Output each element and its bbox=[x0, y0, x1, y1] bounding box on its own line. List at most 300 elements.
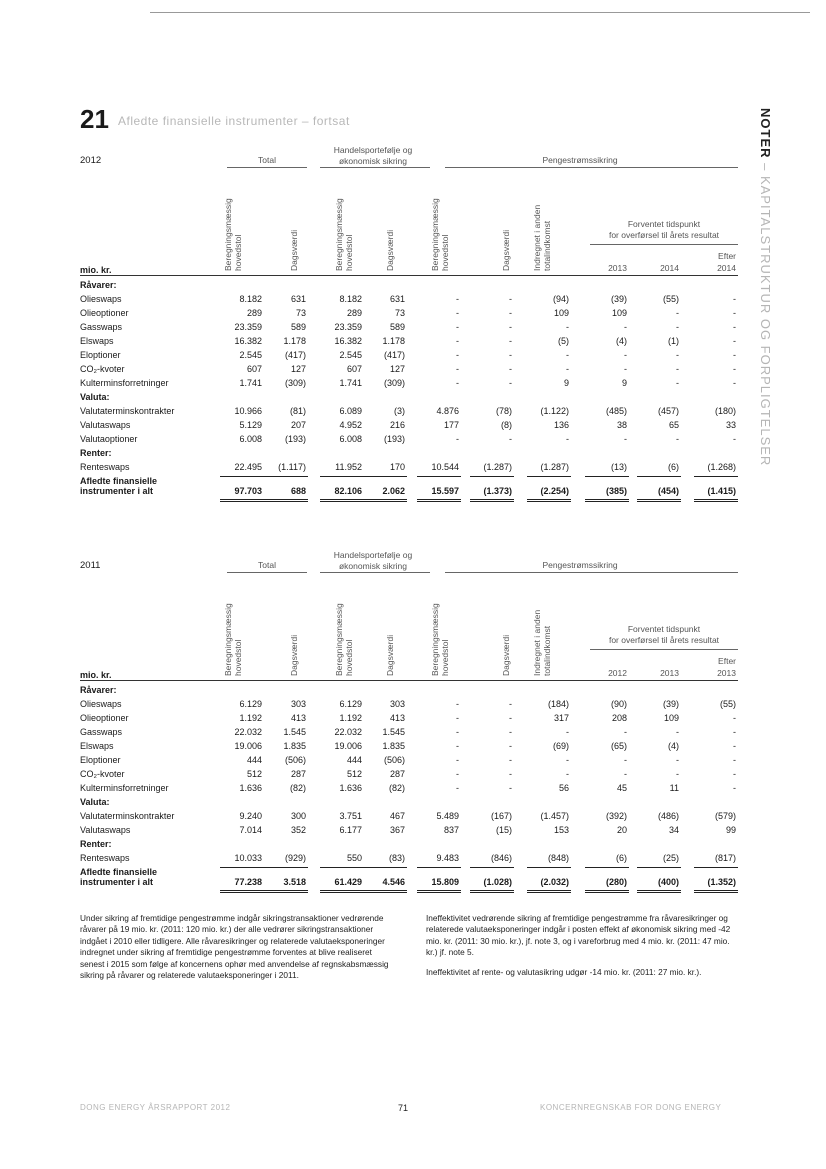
cell-double-rule bbox=[527, 499, 571, 500]
row-label: Eloptioner bbox=[80, 755, 121, 765]
cell-value: 65 bbox=[668, 420, 679, 430]
cell-value: (848) bbox=[547, 853, 569, 863]
cell-value: - bbox=[624, 769, 627, 779]
cell-value: (82) bbox=[289, 783, 306, 793]
table-row bbox=[80, 308, 738, 322]
cell-value: (385) bbox=[605, 486, 627, 496]
cell-value: 1.636 bbox=[239, 783, 262, 793]
cell-value: - bbox=[733, 322, 736, 332]
cell-double-rule bbox=[264, 499, 308, 500]
table-row bbox=[80, 294, 738, 308]
cell-value: - bbox=[733, 294, 736, 304]
cell-value: 20 bbox=[616, 825, 627, 835]
cell-value: (1.373) bbox=[483, 486, 512, 496]
cell-value: - bbox=[624, 755, 627, 765]
cell-value: - bbox=[509, 294, 512, 304]
cell-value: 22.495 bbox=[234, 462, 262, 472]
cell-value: 207 bbox=[290, 420, 306, 430]
column-header-notional: Beregningsmæssig hovedstol bbox=[223, 603, 243, 676]
cell-value: (579) bbox=[714, 811, 736, 821]
cell-value: 4.876 bbox=[436, 406, 459, 416]
after-label: Efter bbox=[718, 656, 736, 666]
cell-value: (309) bbox=[383, 378, 405, 388]
cell-value: (6) bbox=[616, 853, 627, 863]
cell-value: (309) bbox=[284, 378, 306, 388]
cell-value: (2.254) bbox=[540, 486, 569, 496]
table-row bbox=[80, 406, 738, 420]
cell-value: - bbox=[456, 769, 459, 779]
cell-value: - bbox=[509, 755, 512, 765]
table-row bbox=[80, 336, 738, 350]
cell-value: (82) bbox=[388, 783, 405, 793]
cell-value: (400) bbox=[657, 877, 679, 887]
cell-value: - bbox=[509, 308, 512, 318]
cell-value: (193) bbox=[284, 434, 306, 444]
cell-value: - bbox=[733, 336, 736, 346]
table-row bbox=[80, 727, 738, 741]
cell-value: 444 bbox=[246, 755, 262, 765]
side-note-bold: NOTER bbox=[758, 108, 773, 159]
cell-value: - bbox=[676, 378, 679, 388]
row-label: CO₂-kvoter bbox=[80, 769, 125, 779]
year-header-1: 2013 bbox=[660, 668, 679, 678]
row-label: Valuta: bbox=[80, 797, 110, 807]
cell-value: - bbox=[733, 364, 736, 374]
cell-value: 4.546 bbox=[382, 877, 405, 887]
cell-value: 444 bbox=[346, 755, 362, 765]
unit-label: mio. kr. bbox=[80, 265, 112, 275]
cell-value: - bbox=[624, 322, 627, 332]
cell-value: 7.014 bbox=[239, 825, 262, 835]
table-row bbox=[80, 434, 738, 448]
cell-value: 1.636 bbox=[339, 783, 362, 793]
cell-value: (78) bbox=[495, 406, 512, 416]
cell-value: 208 bbox=[611, 713, 627, 723]
cell-double-rule bbox=[527, 892, 571, 893]
cell-value: - bbox=[733, 308, 736, 318]
cell-value: 77.238 bbox=[234, 877, 262, 887]
cell-value: 16.382 bbox=[334, 336, 362, 346]
cell-value: (1.415) bbox=[707, 486, 736, 496]
table-row bbox=[80, 713, 738, 727]
cell-value: - bbox=[624, 434, 627, 444]
cell-value: - bbox=[733, 350, 736, 360]
cell-value: 6.008 bbox=[339, 434, 362, 444]
cell-double-rule bbox=[585, 499, 629, 500]
category-heading bbox=[80, 280, 738, 294]
cell-value: 467 bbox=[389, 811, 405, 821]
cell-value: - bbox=[676, 727, 679, 737]
cell-value: (929) bbox=[284, 853, 306, 863]
cell-value: - bbox=[509, 699, 512, 709]
cell-value: - bbox=[509, 364, 512, 374]
group-cashflow-header: Pengestrømssikring bbox=[542, 560, 618, 570]
cell-value: 97.703 bbox=[234, 486, 262, 496]
column-header-fair-value: Dagsværdi bbox=[501, 634, 511, 676]
group-cashflow-rule bbox=[445, 572, 738, 573]
cell-double-rule bbox=[363, 499, 407, 500]
group-trading-rule bbox=[320, 572, 430, 573]
row-label: Valutaswaps bbox=[80, 420, 131, 430]
category-heading bbox=[80, 392, 738, 406]
cell-double-rule bbox=[363, 890, 407, 891]
cell-value: - bbox=[566, 755, 569, 765]
column-header-fair-value: Dagsværdi bbox=[385, 634, 395, 676]
cell-value: - bbox=[676, 755, 679, 765]
cell-value: 16.382 bbox=[234, 336, 262, 346]
row-label: Afledte finansielle instrumenter i alt bbox=[80, 476, 158, 496]
cell-double-rule bbox=[363, 501, 407, 502]
cell-value: 6.089 bbox=[339, 406, 362, 416]
row-label: Kulterminsforretninger bbox=[80, 783, 169, 793]
row-label: Eloptioner bbox=[80, 350, 121, 360]
year-header-2: 2014 bbox=[717, 263, 736, 273]
column-header-fair-value: Dagsværdi bbox=[385, 229, 395, 271]
cell-value: (417) bbox=[284, 350, 306, 360]
table-row bbox=[80, 350, 738, 364]
cell-value: (39) bbox=[610, 294, 627, 304]
header-rule bbox=[80, 275, 738, 276]
cell-value: 512 bbox=[346, 769, 362, 779]
group-cashflow-header: Pengestrømssikring bbox=[542, 155, 618, 165]
cell-value: - bbox=[456, 434, 459, 444]
cell-value: 1.192 bbox=[239, 713, 262, 723]
cell-double-rule bbox=[694, 890, 738, 891]
cell-value: 56 bbox=[558, 783, 569, 793]
cell-value: 136 bbox=[553, 420, 569, 430]
column-header-notional: Beregningsmæssig hovedstol bbox=[334, 198, 354, 271]
cell-double-rule bbox=[417, 890, 461, 891]
row-label: Elswaps bbox=[80, 741, 114, 751]
cell-double-rule bbox=[220, 499, 264, 500]
cell-value: 73 bbox=[394, 308, 405, 318]
cell-value: - bbox=[456, 727, 459, 737]
cell-value: 109 bbox=[611, 308, 627, 318]
section-number: 21 bbox=[80, 104, 109, 134]
cell-value: (81) bbox=[289, 406, 306, 416]
cell-value: - bbox=[456, 699, 459, 709]
expected-timing-rule bbox=[590, 649, 738, 650]
cell-double-rule bbox=[527, 501, 571, 502]
cell-value: 3.518 bbox=[283, 877, 306, 887]
cell-value: (65) bbox=[610, 741, 627, 751]
row-label: Olieswaps bbox=[80, 699, 122, 709]
year-header-2: 2013 bbox=[717, 668, 736, 678]
header-rule bbox=[80, 680, 738, 681]
cell-value: - bbox=[733, 727, 736, 737]
cell-double-rule bbox=[470, 892, 514, 893]
cell-value: 1.741 bbox=[239, 378, 262, 388]
table-row bbox=[80, 699, 738, 713]
cell-double-rule bbox=[264, 890, 308, 891]
row-label: Valuta: bbox=[80, 392, 110, 402]
side-note bbox=[753, 108, 773, 466]
cell-value: 11 bbox=[669, 783, 679, 793]
cell-value: - bbox=[676, 364, 679, 374]
cell-value: (454) bbox=[657, 486, 679, 496]
table-row bbox=[80, 462, 738, 476]
cell-value: (167) bbox=[490, 811, 512, 821]
cell-value: 413 bbox=[290, 713, 306, 723]
cell-value: (3) bbox=[394, 406, 405, 416]
cell-double-rule bbox=[694, 499, 738, 500]
category-heading bbox=[80, 448, 738, 462]
cell-value: 413 bbox=[389, 713, 405, 723]
row-label: Renteswaps bbox=[80, 853, 130, 863]
column-header-notional: Beregningsmæssig hovedstol bbox=[334, 603, 354, 676]
group-trading-rule bbox=[320, 167, 430, 168]
cell-value: 300 bbox=[290, 811, 306, 821]
cell-value: 34 bbox=[668, 825, 679, 835]
cell-double-rule bbox=[585, 501, 629, 502]
cell-value: (13) bbox=[610, 462, 627, 472]
cell-value: (417) bbox=[383, 350, 405, 360]
group-total-rule bbox=[227, 167, 307, 168]
group-cashflow-rule bbox=[445, 167, 738, 168]
table-row bbox=[80, 364, 738, 378]
cell-double-rule bbox=[694, 501, 738, 502]
expected-timing-rule bbox=[590, 244, 738, 245]
cell-value: - bbox=[676, 769, 679, 779]
side-note-rest: – KAPITALSTRUKTUR OG FORPLIGTELSER bbox=[758, 158, 773, 467]
table-row bbox=[80, 825, 738, 839]
table-row bbox=[80, 811, 738, 825]
row-label: Elswaps bbox=[80, 336, 114, 346]
cell-value: 10.966 bbox=[234, 406, 262, 416]
row-label: Valutaoptioner bbox=[80, 434, 138, 444]
cell-value: (486) bbox=[657, 811, 679, 821]
cell-value: (94) bbox=[552, 294, 569, 304]
cell-double-rule bbox=[585, 890, 629, 891]
cell-value: - bbox=[566, 727, 569, 737]
cell-value: 61.429 bbox=[334, 877, 362, 887]
cell-value: - bbox=[733, 434, 736, 444]
cell-value: (506) bbox=[383, 755, 405, 765]
footnote-right-1: Ineffektivitet vedrørende sikring af fremtidige pengestrømme fra råvaresikringer og relaterede valutaeksponeringer indgår i posten effekt af økonomisk sikring med -42 mio. kr. (2011: 30 mio. kr.), jf. note 3, og i vareforbrug med 4 mio. kr. (2011: 47 mio. kr.) jf. note 5. bbox=[426, 913, 731, 958]
cell-value: 6.177 bbox=[339, 825, 362, 835]
cell-value: - bbox=[566, 350, 569, 360]
cell-value: - bbox=[624, 727, 627, 737]
cell-value: 22.032 bbox=[234, 727, 262, 737]
cell-value: 287 bbox=[389, 769, 405, 779]
column-header-oci: Indregnet i anden totalindkomst bbox=[532, 204, 552, 271]
cell-value: - bbox=[509, 769, 512, 779]
cell-value: 82.106 bbox=[334, 486, 362, 496]
cell-value: 352 bbox=[290, 825, 306, 835]
cell-value: 367 bbox=[389, 825, 405, 835]
cell-value: 45 bbox=[616, 783, 627, 793]
cell-value: 33 bbox=[725, 420, 736, 430]
cell-value: 177 bbox=[443, 420, 459, 430]
cell-double-rule bbox=[585, 892, 629, 893]
cell-value: (6) bbox=[668, 462, 679, 472]
cell-value: (1.287) bbox=[540, 462, 569, 472]
cell-double-rule bbox=[264, 892, 308, 893]
cell-value: - bbox=[733, 755, 736, 765]
cell-value: - bbox=[624, 350, 627, 360]
table-row bbox=[80, 783, 738, 797]
row-label: Kulterminsforretninger bbox=[80, 378, 169, 388]
row-label: Olieoptioner bbox=[80, 713, 129, 723]
cell-value: (1.287) bbox=[483, 462, 512, 472]
cell-value: 1.835 bbox=[382, 741, 405, 751]
unit-label: mio. kr. bbox=[80, 670, 112, 680]
cell-value: (4) bbox=[668, 741, 679, 751]
cell-value: 3.751 bbox=[339, 811, 362, 821]
cell-double-rule bbox=[694, 892, 738, 893]
group-total-header: Total bbox=[258, 560, 276, 570]
cell-value: - bbox=[509, 727, 512, 737]
cell-value: (8) bbox=[501, 420, 512, 430]
cell-value: (1.457) bbox=[540, 811, 569, 821]
cell-double-rule bbox=[637, 890, 681, 891]
cell-value: (83) bbox=[388, 853, 405, 863]
row-label: CO₂-kvoter bbox=[80, 364, 125, 374]
cell-double-rule bbox=[637, 499, 681, 500]
cell-value: 837 bbox=[443, 825, 459, 835]
cell-value: 289 bbox=[346, 308, 362, 318]
cell-value: 1.192 bbox=[339, 713, 362, 723]
page-footer-right: KONCERNREGNSKAB FOR DONG ENERGY bbox=[540, 1103, 722, 1112]
row-label: Valutaterminskontrakter bbox=[80, 406, 175, 416]
cell-value: (1.268) bbox=[707, 462, 736, 472]
cell-value: 2.545 bbox=[339, 350, 362, 360]
cell-value: (15) bbox=[495, 825, 512, 835]
cell-value: 5.489 bbox=[436, 811, 459, 821]
cell-double-rule bbox=[637, 501, 681, 502]
cell-value: 19.006 bbox=[234, 741, 262, 751]
cell-value: - bbox=[566, 322, 569, 332]
column-header-fair-value: Dagsværdi bbox=[289, 229, 299, 271]
footnote-right-2: Ineffektivitet af rente- og valutasikring udgør -14 mio. kr. (2011: 27 mio. kr.). bbox=[426, 967, 702, 977]
cell-value: 1.545 bbox=[283, 727, 306, 737]
cell-value: - bbox=[456, 350, 459, 360]
table-row bbox=[80, 769, 738, 783]
row-label: Olieswaps bbox=[80, 294, 122, 304]
cell-value: 2.545 bbox=[239, 350, 262, 360]
row-label: Renteswaps bbox=[80, 462, 130, 472]
cell-value: 23.359 bbox=[334, 322, 362, 332]
cell-value: 607 bbox=[246, 364, 262, 374]
cell-value: 22.032 bbox=[334, 727, 362, 737]
cell-value: 11.952 bbox=[335, 462, 362, 472]
cell-value: 109 bbox=[553, 308, 569, 318]
row-label: Gasswaps bbox=[80, 727, 123, 737]
cell-value: 19.006 bbox=[334, 741, 362, 751]
cell-value: - bbox=[676, 434, 679, 444]
expected-timing-header: Forventet tidspunkt for overførsel til årets resultat bbox=[608, 219, 720, 240]
table-row bbox=[80, 741, 738, 755]
cell-value: - bbox=[456, 364, 459, 374]
row-label: Råvarer: bbox=[80, 685, 117, 695]
cell-value: 287 bbox=[290, 769, 306, 779]
footnote-left: Under sikring af fremtidige pengestrømme indgår sikringstransaktioner vedrørende råvarer på 19 mio. kr. (2011: 120 mio. kr.) der alle vedrører sikringstransaktioner indgået i 2010 eller tidligere. Alle råvaresikringer og relaterede valutaeksponeringer indregnet under sikring af fremtidige pengestrømme forventes at blive realiseret senest i 2015 som følge af koncernens ophør med anvendelse af regnskabsmæssig sikring på råvarer og relaterede valutaeksponeringer i 2011. bbox=[80, 913, 389, 981]
cell-value: 15.597 bbox=[431, 486, 459, 496]
cell-value: - bbox=[456, 322, 459, 332]
cell-value: (5) bbox=[558, 336, 569, 346]
year-header-0: 2013 bbox=[608, 263, 627, 273]
cell-value: - bbox=[566, 769, 569, 779]
cell-value: - bbox=[676, 350, 679, 360]
cell-value: - bbox=[733, 741, 736, 751]
cell-double-rule bbox=[470, 499, 514, 500]
cell-value: 4.952 bbox=[339, 420, 362, 430]
cell-value: 216 bbox=[389, 420, 405, 430]
table-row bbox=[80, 755, 738, 769]
cell-value: 289 bbox=[246, 308, 262, 318]
cell-double-rule bbox=[320, 501, 364, 502]
cell-value: - bbox=[456, 713, 459, 723]
cell-value: - bbox=[456, 294, 459, 304]
cell-value: (55) bbox=[662, 294, 679, 304]
cell-value: 1.835 bbox=[283, 741, 306, 751]
year-header-1: 2014 bbox=[660, 263, 679, 273]
cell-value: 303 bbox=[389, 699, 405, 709]
cell-double-rule bbox=[363, 892, 407, 893]
cell-value: 1.178 bbox=[382, 336, 405, 346]
column-header-notional: Beregningsmæssig hovedstol bbox=[430, 603, 450, 676]
cell-double-rule bbox=[417, 501, 461, 502]
column-header-fair-value: Dagsværdi bbox=[501, 229, 511, 271]
cell-value: - bbox=[456, 378, 459, 388]
cell-value: 23.359 bbox=[234, 322, 262, 332]
cell-value: (1.028) bbox=[483, 877, 512, 887]
cell-value: 127 bbox=[290, 364, 306, 374]
row-label: Valutaterminskontrakter bbox=[80, 811, 175, 821]
cell-value: - bbox=[456, 308, 459, 318]
cell-value: (39) bbox=[662, 699, 679, 709]
row-label: Afledte finansielle instrumenter i alt bbox=[80, 867, 158, 887]
cell-value: - bbox=[676, 322, 679, 332]
cell-value: - bbox=[509, 434, 512, 444]
cell-double-rule bbox=[320, 499, 364, 500]
cell-value: (2.032) bbox=[540, 877, 569, 887]
cell-value: 9 bbox=[621, 378, 627, 388]
total-row bbox=[80, 476, 738, 498]
cell-double-rule bbox=[220, 890, 264, 891]
cell-value: - bbox=[509, 713, 512, 723]
cell-value: - bbox=[509, 350, 512, 360]
cell-value: 303 bbox=[290, 699, 306, 709]
year-header-0: 2012 bbox=[608, 668, 627, 678]
cell-value: 317 bbox=[553, 713, 569, 723]
cell-value: - bbox=[509, 378, 512, 388]
column-header-notional: Beregningsmæssig hovedstol bbox=[223, 198, 243, 271]
cell-value: 607 bbox=[346, 364, 362, 374]
group-total-header: Total bbox=[258, 155, 276, 165]
cell-value: - bbox=[676, 308, 679, 318]
cell-double-rule bbox=[320, 892, 364, 893]
cell-value: 109 bbox=[663, 713, 679, 723]
row-label: Råvarer: bbox=[80, 280, 117, 290]
cell-value: 631 bbox=[389, 294, 405, 304]
cell-value: (4) bbox=[616, 336, 627, 346]
row-label: Renter: bbox=[80, 839, 112, 849]
cell-value: (506) bbox=[284, 755, 306, 765]
top-rule bbox=[150, 12, 810, 13]
table-year: 2011 bbox=[80, 560, 101, 571]
cell-value: - bbox=[733, 783, 736, 793]
cell-value: (184) bbox=[547, 699, 569, 709]
cell-double-rule bbox=[470, 890, 514, 891]
cell-value: - bbox=[566, 364, 569, 374]
row-label: Renter: bbox=[80, 448, 112, 458]
cell-value: - bbox=[733, 378, 736, 388]
cell-value: 550 bbox=[346, 853, 362, 863]
cell-value: 9.483 bbox=[436, 853, 459, 863]
cell-value: - bbox=[624, 364, 627, 374]
cell-value: 2.062 bbox=[382, 486, 405, 496]
